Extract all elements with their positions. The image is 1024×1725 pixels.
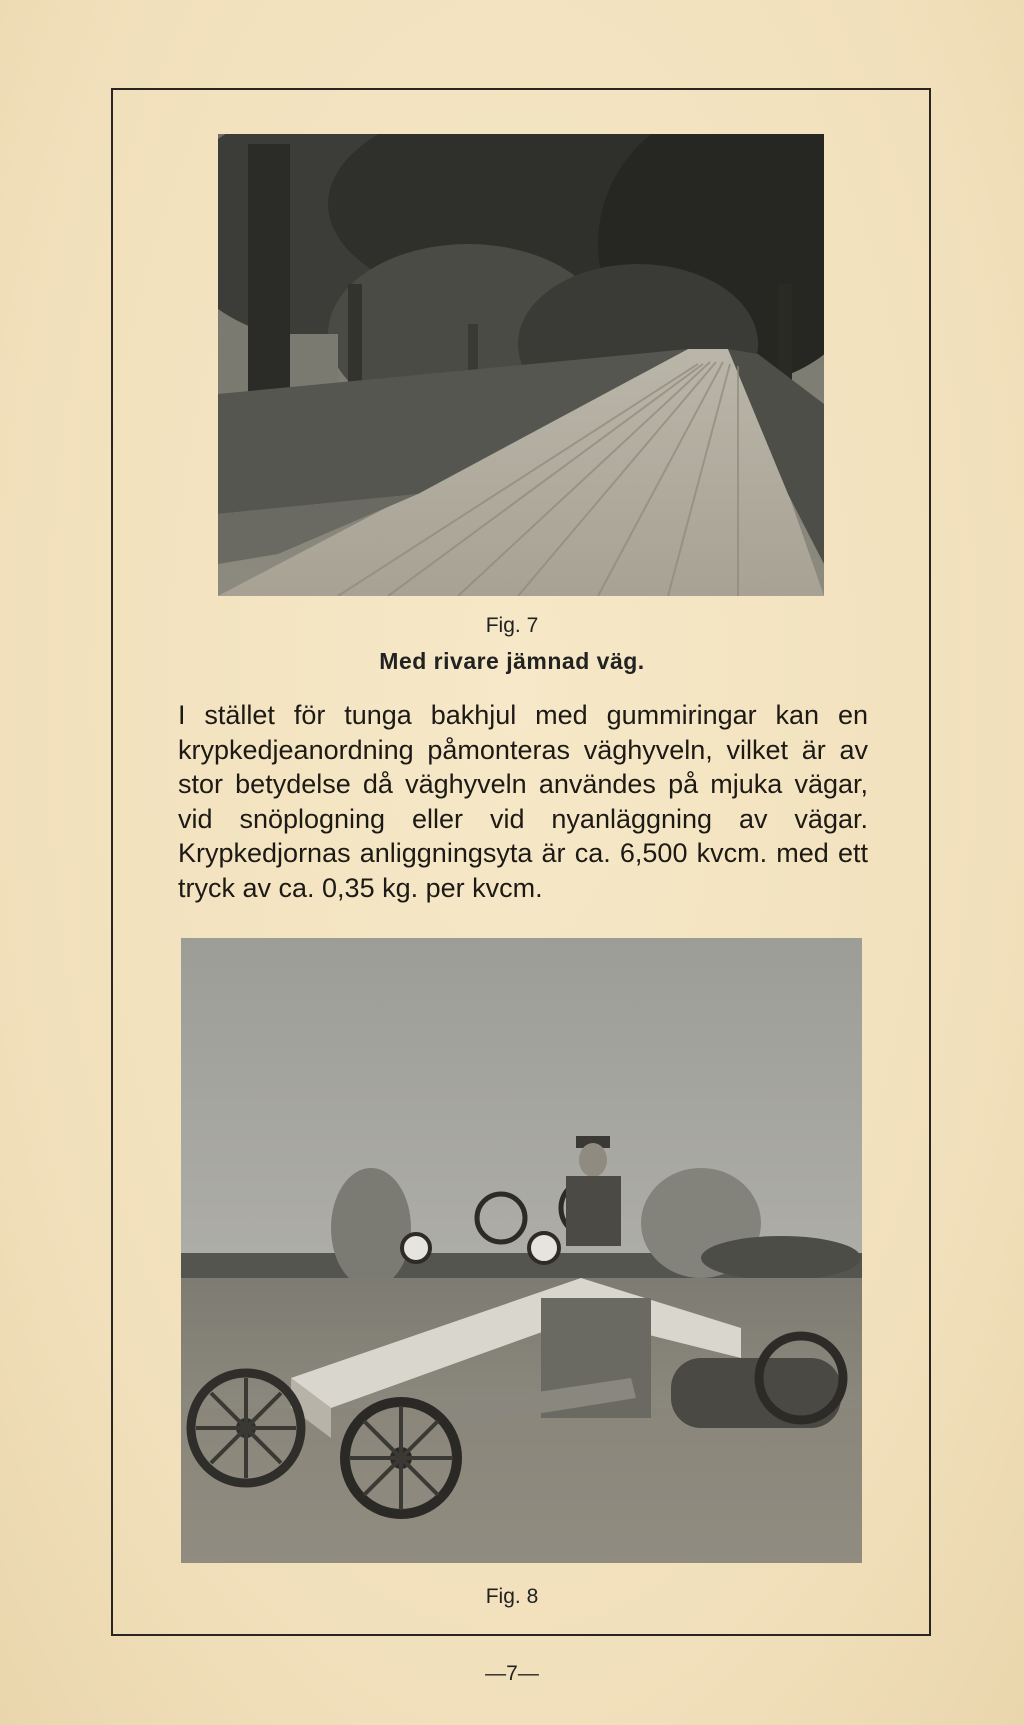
figure-7-caption: Med rivare jämnad väg.: [379, 648, 645, 674]
road-grader-photo: [181, 938, 862, 1563]
page-number: —7—: [485, 1662, 539, 1685]
figure-8-label: Fig. 8: [485, 1585, 539, 1608]
road-photo: [218, 134, 824, 596]
figure-7-label: Fig. 7: [485, 614, 539, 637]
body-paragraph: I stället för tunga bakhjul med gummiringar kan en krypkedjeanordning påmonteras väghyveln, vilket är av stor betydelse då väghyveln användes på mjuka vägar, vid snöplogning eller vid nyanläggning av vägar. Krypkedjornas anliggningsyta är ca. 6,500 kvcm. med ett tryck av ca. 0,35 kg. per kvcm.: [178, 700, 868, 903]
